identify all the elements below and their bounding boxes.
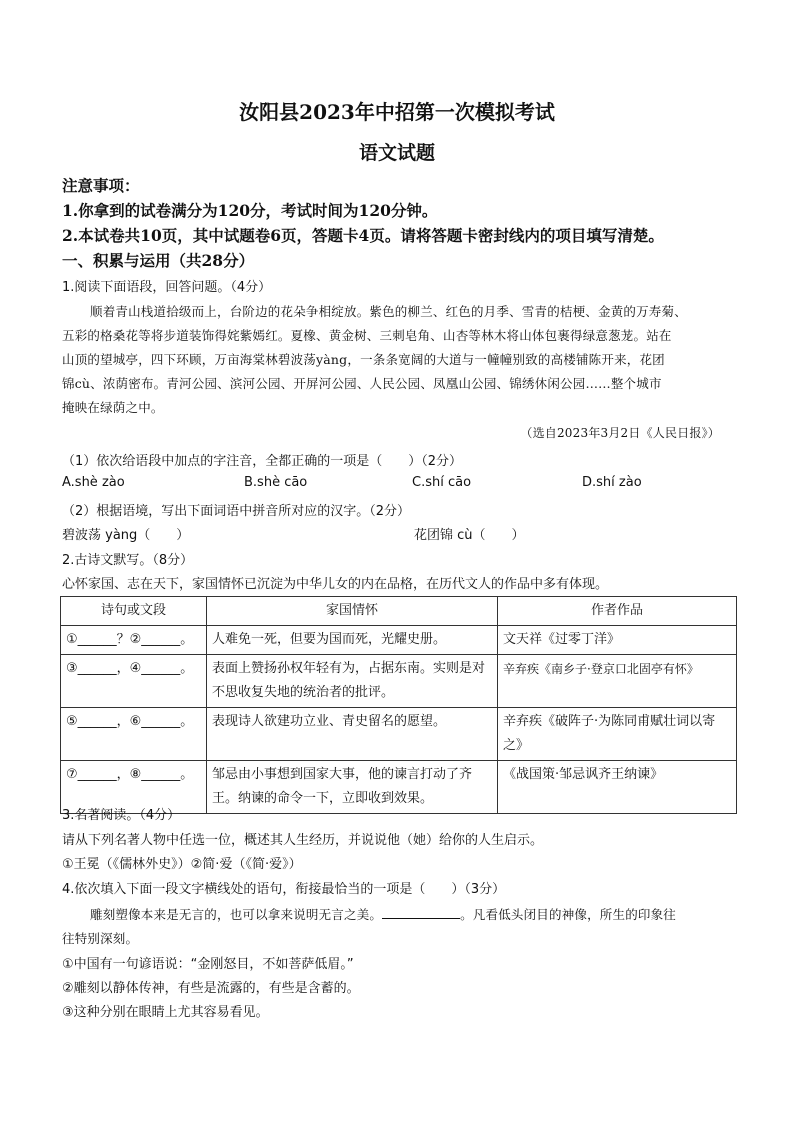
table-header: 作者作品 — [498, 597, 737, 626]
answer-blank — [382, 906, 460, 919]
q4-passage-a: 雕刻塑像本来是无言的，也可以拿来说明无言之美。 — [90, 907, 383, 922]
q4-item: ①中国有一句谚语说：“金刚怒目，不如菩萨低眉。” — [62, 957, 354, 972]
q1-sub2: （2）根据语境，写出下面词语中拼音所对应的汉字。（2分） — [62, 504, 411, 519]
author-cell: 文天祥《过零丁洋》 — [498, 626, 737, 655]
meaning-cell: 邹忌由小事想到国家大事，他的谏言打动了齐王。纳谏的命令一下，立即收到效果。 — [207, 761, 498, 814]
passage-line: 顺着青山栈道拾级而上，台阶边的花朵争相绽放。紫色的柳兰、红色的月季、雪青的桔梗、金黄的万寿菊、 — [90, 304, 687, 319]
passage-line: 五彩的格桑花等将步道装饰得姹紫嫣红。夏橡、黄金树、三刺皂角、山杏等林木将山体包裹得绿意葱茏。站在 — [62, 328, 672, 343]
table-row — [61, 708, 737, 761]
blank-cell: ①______？②______。 — [61, 626, 207, 655]
q1-sub1: （1）依次给语段中加点的字注音，全都正确的一项是（ ）（2分） — [62, 454, 463, 469]
blank-cell: ③______，④______。 — [61, 655, 207, 708]
q4-item: ②雕刻以静体传神，有些是流露的，有些是含蓄的。 — [62, 981, 360, 996]
poetry-table — [60, 596, 737, 814]
q4-item: ③这种分别在眼睛上尤其容易看见。 — [62, 1005, 269, 1020]
meaning-cell: 人难免一死，但要为国而死，光耀史册。 — [207, 626, 498, 655]
blank-cell: ⑤______，⑥______。 — [61, 708, 207, 761]
exam-title: 汝阳县2023年中招第一次模拟考试 — [239, 100, 555, 124]
q2-intro: 心怀家国、志在天下，家国情怀已沉淀为中华儿女的内在品格，在历代文人的作品中多有体现。 — [62, 577, 609, 592]
table-header: 诗句或文段 — [61, 597, 207, 626]
q4-passage-b: 。凡看低头闭目的神像，所生的印象往 — [460, 907, 677, 922]
q4-passage-c: 往特别深刻。 — [62, 931, 139, 946]
option-a: A.shè zào — [62, 475, 125, 490]
notice-heading: 注意事项： — [62, 176, 140, 195]
word-cu: 花团锦 cù（ ） — [414, 528, 525, 543]
option-c: C.shí cāo — [412, 475, 472, 490]
q2-stem: 2.古诗文默写。（8分） — [62, 553, 194, 568]
table-header-row — [61, 597, 737, 626]
section-heading: 一、积累与运用（共28分） — [62, 251, 255, 270]
q3-stem: 3.名著阅读。（4分） — [62, 808, 181, 823]
q4-passage — [90, 905, 676, 923]
option-b: B.shè cāo — [244, 475, 308, 490]
exam-subtitle: 语文试题 — [358, 142, 435, 164]
blank-cell: ⑦______，⑧______。 — [61, 761, 207, 814]
q4-stem: 4.依次填入下面一段文字横线处的语句，衔接最恰当的一项是（ ）（3分） — [62, 882, 506, 897]
passage-line: 锦cù、浓荫密布。青河公园、滨河公园、开屏河公园、人民公园、凤凰山公园、锦绣休闲公园……整个城市 — [62, 376, 662, 391]
word-yang: 碧波荡 yàng（ ） — [62, 528, 190, 543]
author-cell: 辛弃疾《破阵子·为陈同甫赋壮词以寄之》 — [498, 708, 737, 761]
passage-source: （选自2023年3月2日《人民日报》） — [520, 426, 720, 440]
q1-stem: 1.阅读下面语段，回答问题。（4分） — [62, 280, 272, 295]
author-cell: 辛弃疾《南乡子·登京口北固亭有怀》 — [498, 655, 737, 708]
notice-item-2: 2.本试卷共10页，其中试题卷6页，答题卡4页。请将答题卡密封线内的项目填写清楚。 — [62, 226, 664, 245]
q3-choices: ①王冕（《儒林外史》）②简·爱（《简·爱》） — [62, 857, 302, 872]
meaning-cell: 表现诗人欲建功立业、青史留名的愿望。 — [207, 708, 498, 761]
passage-line: 掩映在绿荫之中。 — [62, 400, 164, 415]
q3-prompt: 请从下列名著人物中任选一位，概述其人生经历，并说说他（她）给你的人生启示。 — [62, 833, 544, 848]
passage-line: 山顶的望城亭，四下环顾，万亩海棠林碧波荡yàng，一条条宽阔的大道与一幢幢别致的高楼铺陈开来，花团 — [62, 352, 665, 367]
option-d: D.shí zào — [582, 475, 642, 490]
meaning-cell: 表面上赞扬孙权年轻有为，占据东南。实则是对不思收复失地的统治者的批评。 — [207, 655, 498, 708]
author-cell: 《战国策·邹忌讽齐王纳谏》 — [498, 761, 737, 814]
table-row — [61, 626, 737, 655]
table-header: 家国情怀 — [207, 597, 498, 626]
notice-item-1: 1.你拿到的试卷满分为120分，考试时间为120分钟。 — [62, 201, 438, 220]
table-row — [61, 655, 737, 708]
